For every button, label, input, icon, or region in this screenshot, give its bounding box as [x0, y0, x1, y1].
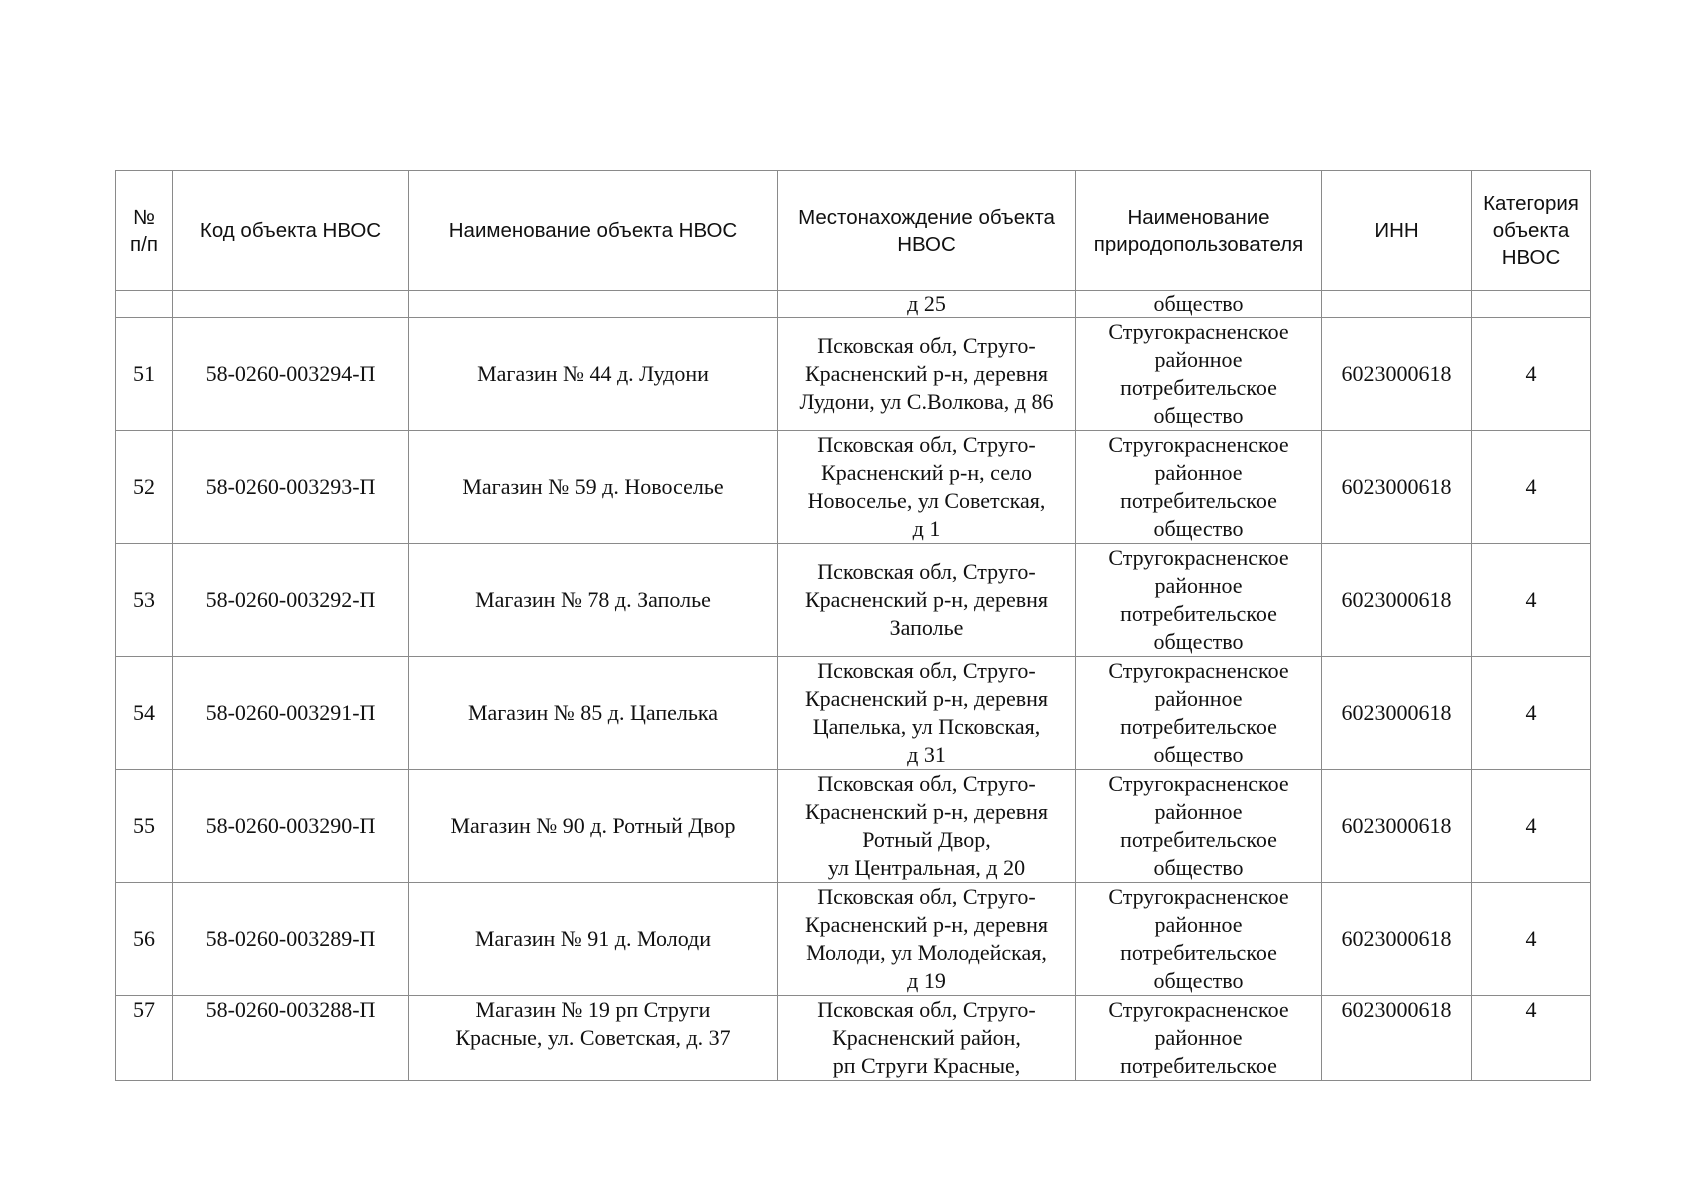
table-row	[116, 996, 1591, 1081]
header-category: Категория объекта НВОС	[1472, 171, 1591, 291]
table-cell	[116, 291, 173, 318]
cell-object-code: 58-0260-003290-П	[173, 770, 409, 883]
cell-object-code: 58-0260-003289-П	[173, 883, 409, 996]
cell-object-location: Псковская обл, Струго- Красненский р-н, деревня Цапелька, ул Псковская, д 31	[778, 657, 1076, 770]
cell-nature-user: Стругокрасненское районное потребительское общество	[1076, 657, 1322, 770]
cell-number: 52	[116, 431, 173, 544]
cell-inn: 6023000618	[1322, 318, 1472, 431]
header-number: № п/п	[116, 171, 173, 291]
table-cell	[1472, 291, 1591, 318]
table-cell: д 25	[778, 291, 1076, 318]
cell-number: 55	[116, 770, 173, 883]
cell-category: 4	[1472, 544, 1591, 657]
cell-inn: 6023000618	[1322, 431, 1472, 544]
table-row	[116, 544, 1591, 657]
table-cell: общество	[1076, 291, 1322, 318]
cell-nature-user: Стругокрасненское районное потребительское общество	[1076, 544, 1322, 657]
cell-object-location: Псковская обл, Струго- Красненский р-н, деревня Заполье	[778, 544, 1076, 657]
cell-object-name: Магазин № 85 д. Цапелька	[409, 657, 778, 770]
header-nature-user: Наименование природопользователя	[1076, 171, 1322, 291]
cell-inn: 6023000618	[1322, 883, 1472, 996]
cell-object-name: Магазин № 78 д. Заполье	[409, 544, 778, 657]
cell-number: 56	[116, 883, 173, 996]
cell-object-name: Магазин № 19 рп Струги Красные, ул. Советская, д. 37	[409, 996, 778, 1081]
cell-object-name: Магазин № 91 д. Молоди	[409, 883, 778, 996]
cell-object-name: Магазин № 44 д. Лудони	[409, 318, 778, 431]
cell-object-name: Магазин № 59 д. Новоселье	[409, 431, 778, 544]
table-cell	[173, 291, 409, 318]
cell-number: 51	[116, 318, 173, 431]
cell-category: 4	[1472, 883, 1591, 996]
table-row	[116, 770, 1591, 883]
cell-category: 4	[1472, 996, 1591, 1081]
cell-nature-user: Стругокрасненское районное потребительское общество	[1076, 883, 1322, 996]
cell-nature-user: Стругокрасненское районное потребительское общество	[1076, 431, 1322, 544]
table-row	[116, 657, 1591, 770]
table-cell	[1322, 291, 1472, 318]
table-row	[116, 883, 1591, 996]
nvos-registry-table	[115, 170, 1591, 1081]
cell-object-code: 58-0260-003293-П	[173, 431, 409, 544]
cell-object-location: Псковская обл, Струго- Красненский район, рп Струги Красные,	[778, 996, 1076, 1081]
cell-object-name: Магазин № 90 д. Ротный Двор	[409, 770, 778, 883]
cell-object-code: 58-0260-003294-П	[173, 318, 409, 431]
cell-object-location: Псковская обл, Струго- Красненский р-н, деревня Лудони, ул С.Волкова, д 86	[778, 318, 1076, 431]
table-header-row	[116, 171, 1591, 291]
cell-number: 57	[116, 996, 173, 1081]
cell-number: 54	[116, 657, 173, 770]
cell-inn: 6023000618	[1322, 996, 1472, 1081]
cell-nature-user: Стругокрасненское районное потребительское общество	[1076, 770, 1322, 883]
cell-object-location: Псковская обл, Струго- Красненский р-н, деревня Молоди, ул Молодейская, д 19	[778, 883, 1076, 996]
cell-nature-user: Стругокрасненское районное потребительское общество	[1076, 318, 1322, 431]
cell-nature-user: Стругокрасненское районное потребительское	[1076, 996, 1322, 1081]
header-inn: ИНН	[1322, 171, 1472, 291]
table-row-continuation	[116, 291, 1591, 318]
cell-category: 4	[1472, 318, 1591, 431]
cell-inn: 6023000618	[1322, 770, 1472, 883]
table-cell	[409, 291, 778, 318]
cell-object-location: Псковская обл, Струго- Красненский р-н, деревня Ротный Двор, ул Центральная, д 20	[778, 770, 1076, 883]
cell-object-location: Псковская обл, Струго- Красненский р-н, село Новоселье, ул Советская, д 1	[778, 431, 1076, 544]
cell-inn: 6023000618	[1322, 657, 1472, 770]
cell-category: 4	[1472, 770, 1591, 883]
cell-number: 53	[116, 544, 173, 657]
cell-object-code: 58-0260-003291-П	[173, 657, 409, 770]
header-object-name: Наименование объекта НВОС	[409, 171, 778, 291]
cell-object-code: 58-0260-003288-П	[173, 996, 409, 1081]
cell-category: 4	[1472, 431, 1591, 544]
cell-object-code: 58-0260-003292-П	[173, 544, 409, 657]
table-row	[116, 318, 1591, 431]
header-object-location: Местонахождение объекта НВОС	[778, 171, 1076, 291]
cell-category: 4	[1472, 657, 1591, 770]
cell-inn: 6023000618	[1322, 544, 1472, 657]
header-object-code: Код объекта НВОС	[173, 171, 409, 291]
table-row	[116, 431, 1591, 544]
